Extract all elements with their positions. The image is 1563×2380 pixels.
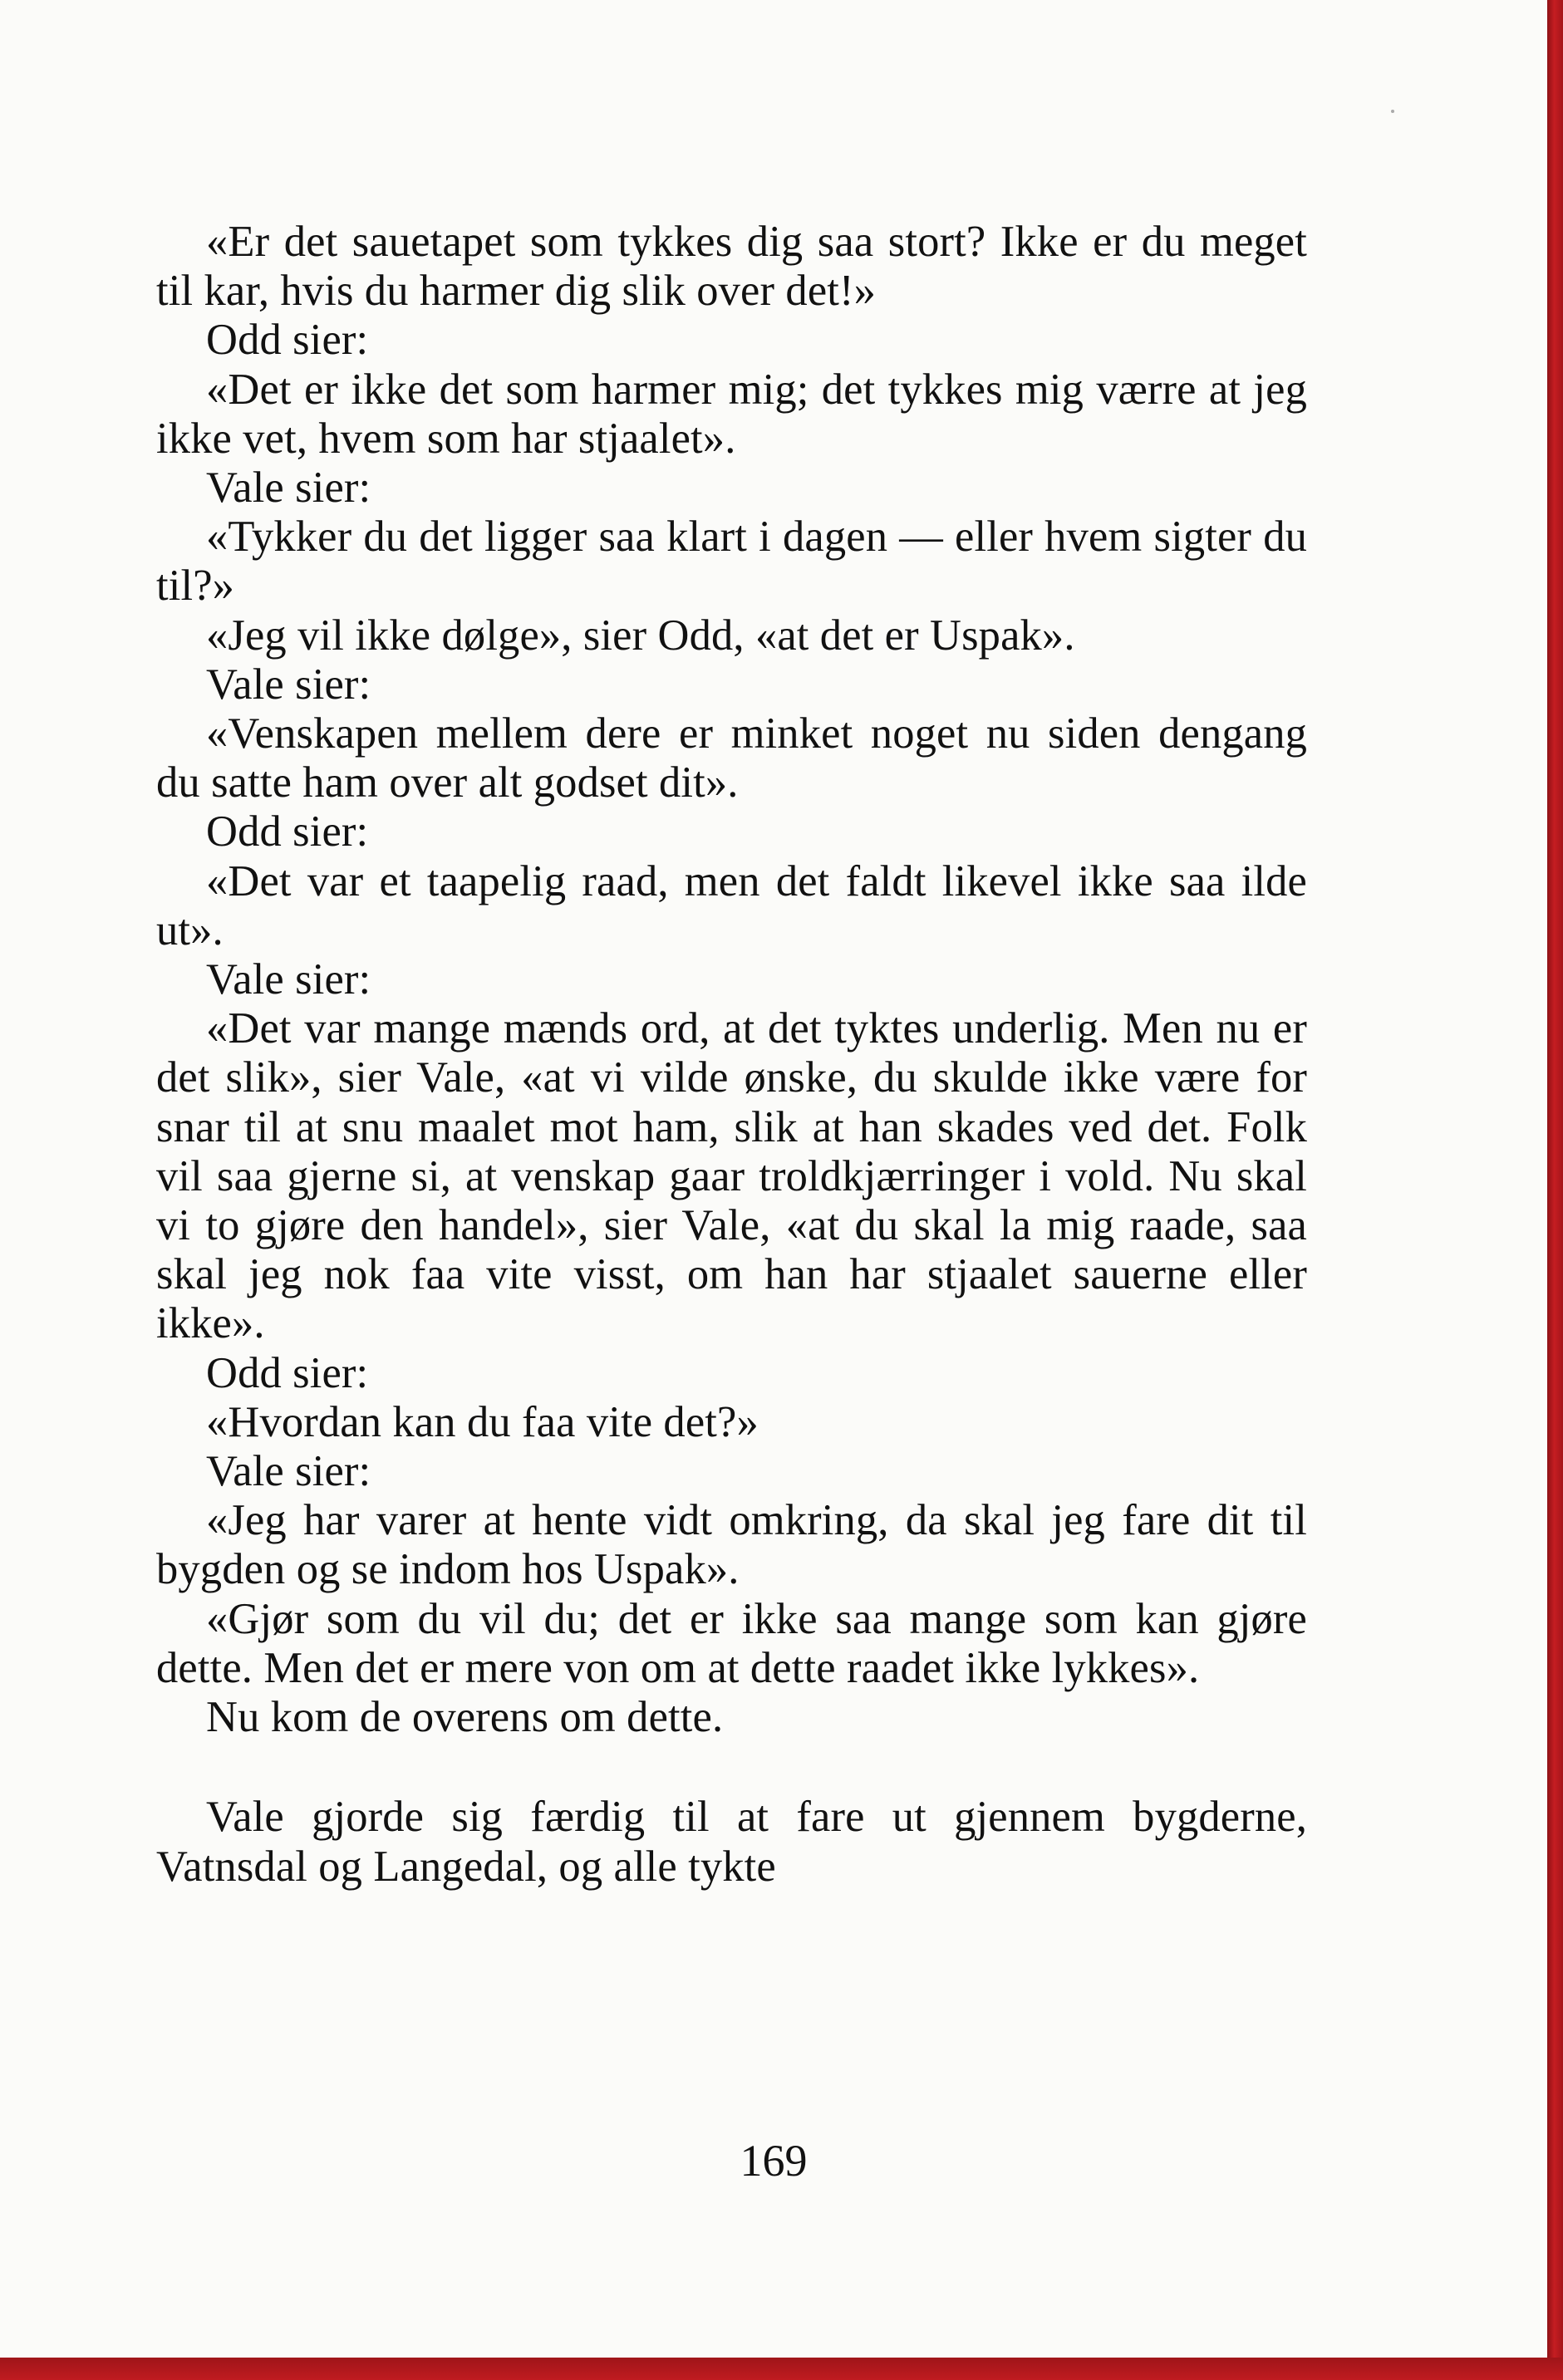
paragraph: Vale sier: (206, 1447, 371, 1496)
paragraph: Vale sier: (206, 955, 371, 1004)
paragraph: «Jeg har varer at hente vidt omkring, da skal jeg fare dit til bygden og se indom hos Uspak». (156, 1496, 1307, 1594)
paragraph: Vale sier: (206, 660, 371, 709)
paragraph: «Er det sauetapet som tykkes dig saa stort? Ikke er du meget til kar, hvis du harmer dig slik over det!» (156, 218, 1307, 316)
paragraph: Vale gjorde sig færdig til at fare ut gjennem bygderne, Vatnsdal og Langedal, og alle tykte (156, 1793, 1307, 1891)
paragraph: Odd sier: (206, 316, 369, 365)
paragraph: Odd sier: (206, 1348, 369, 1397)
page-number: 169 (740, 2136, 808, 2186)
body-text (156, 218, 1307, 1892)
paragraph: Nu kom de overens om dette. (206, 1693, 724, 1742)
paragraph: «Det er ikke det som harmer mig; det tykkes mig værre at jeg ikke vet, hvem som har stjaalet». (156, 365, 1307, 463)
paragraph: «Jeg vil ikke dølge», sier Odd, «at det er Uspak». (206, 611, 1075, 660)
book-edge-bottom (0, 2358, 1563, 2380)
paragraph: Vale sier: (206, 464, 371, 513)
paragraph: «Tykker du det ligger saa klart i dagen — eller hvem sigter du til?» (156, 513, 1307, 611)
paragraph: «Hvordan kan du faa vite det?» (206, 1397, 759, 1446)
paragraph: «Venskapen mellem dere er minket noget nu siden dengang du satte ham over alt godset dit». (156, 709, 1307, 807)
paragraph: «Det var et taapelig raad, men det faldt likevel ikke saa ilde ut». (156, 856, 1307, 954)
book-edge-right (1547, 0, 1563, 2380)
paragraph: «Gjør som du vil du; det er ikke saa mange som kan gjøre dette. Men det er mere von om at dette raadet ikke lykkes». (156, 1594, 1307, 1692)
paragraph: Odd sier: (206, 807, 369, 856)
paragraph: «Det var mange mænds ord, at det tyktes underlig. Men nu er det slik», sier Vale, «at vi vilde ønske, du skulde ikke være for snar til at snu maalet mot ham, slik at han skades ved det. Folk vil saa gjerne si, at venskap gaar troldkjærringer i vold. Nu skal vi to gjøre den handel», sier Vale, «at du skal la mig raade, saa skal jeg nok faa vite visst, om han har stjaalet sauerne eller ikke». (156, 1004, 1307, 1348)
paper-speck (1391, 110, 1394, 113)
